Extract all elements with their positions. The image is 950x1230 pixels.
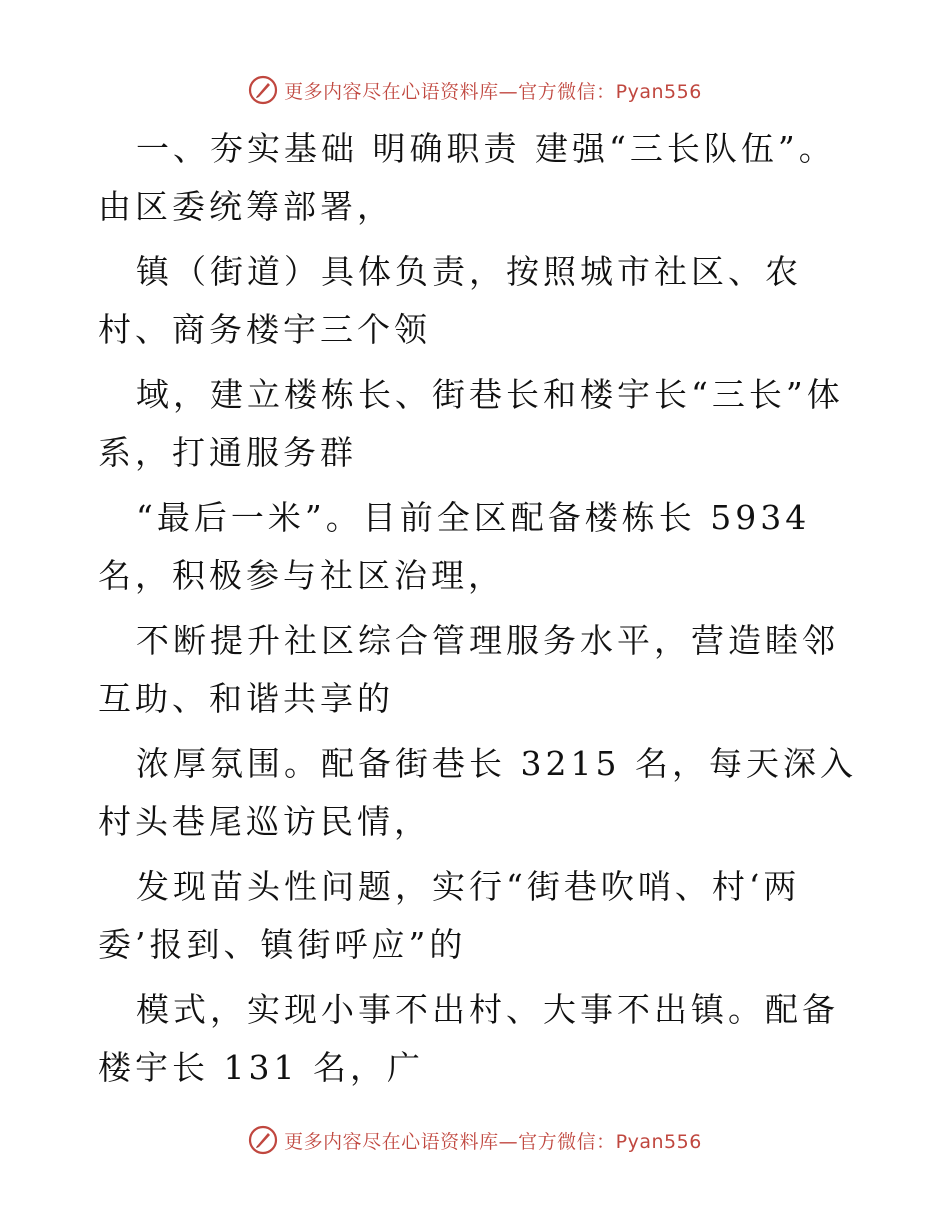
footer-banner — [0, 1120, 950, 1160]
paragraph: 域，建立楼栋长、街巷长和楼宇长“三长”体系，打通服务群 — [98, 375, 844, 472]
document-body — [98, 120, 858, 1104]
paragraph: 一、夯实基础 明确职责 建强“三长队伍”。由区委统筹部署， — [98, 129, 836, 226]
paragraph: 不断提升社区综合管理服务水平，营造睦邻互助、和谐共享的 — [98, 621, 839, 718]
paragraph: 模式，实现小事不出村、大事不出镇。配备楼宇长 131 名，广 — [98, 990, 839, 1087]
paragraph: 发现苗头性问题，实行“街巷吹哨、村‘两委’报到、镇街呼应”的 — [98, 867, 801, 964]
header-banner — [0, 70, 950, 110]
header-banner-text: 更多内容尽在心语资料库—官方微信：Pyan556 — [284, 80, 702, 103]
paragraph: 镇（街道）具体负责，按照城市社区、农村、商务楼宇三个领 — [98, 252, 802, 349]
feather-pen-logo-icon — [248, 75, 278, 105]
paragraph: 浓厚氛围。配备街巷长 3215 名，每天深入村头巷尾巡访民情， — [98, 744, 857, 841]
feather-pen-logo-icon — [248, 1125, 278, 1155]
paragraph: “最后一米”。目前全区配备楼栋长 5934 名，积极参与社区治理， — [98, 498, 811, 595]
footer-banner-text: 更多内容尽在心语资料库—官方微信：Pyan556 — [284, 1130, 702, 1153]
